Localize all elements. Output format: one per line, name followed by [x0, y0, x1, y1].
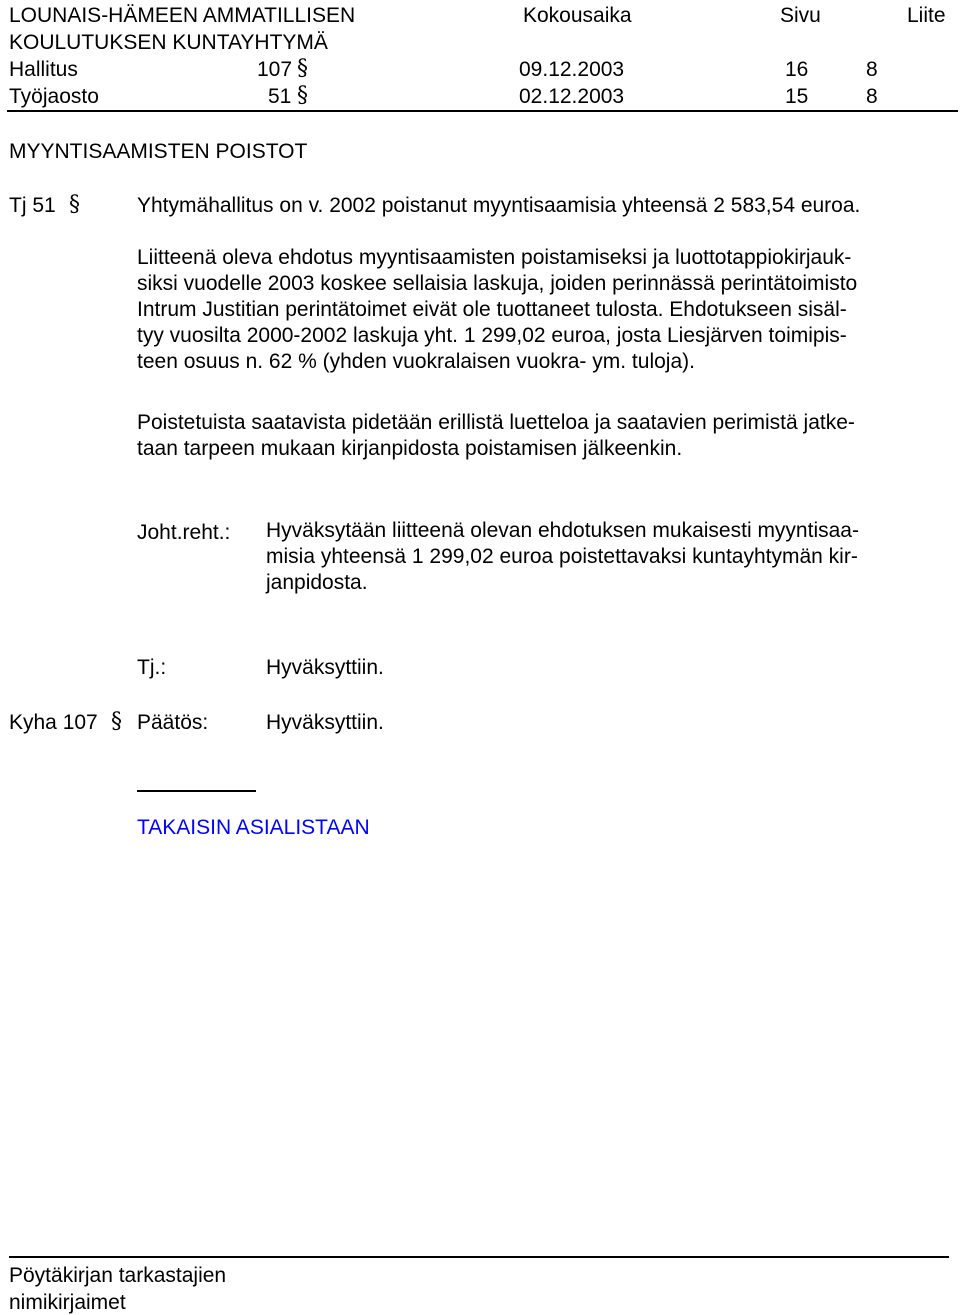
- header-row-tyojaosto-number: 51: [268, 85, 292, 108]
- footer-label-line2: nimikirjaimet: [9, 1291, 126, 1314]
- organization-name-line2: KOULUTUKSEN KUNTAYHTYMÄ: [9, 31, 328, 54]
- footer-label-line1: Pöytäkirjan tarkastajien: [9, 1264, 227, 1287]
- header-row-hallitus-number: 107: [257, 58, 293, 81]
- board-decision-text: Hyväksyttiin.: [266, 711, 384, 734]
- paragraph-line: Intrum Justitian perintätoimet eivät ole tuottaneet tulosta. Ehdotukseen sisäl-: [137, 298, 847, 321]
- section-sign-icon: §: [69, 192, 80, 217]
- proposal-line: janpidosta.: [266, 571, 368, 594]
- header-row-tyojaosto-page: 15: [785, 85, 809, 108]
- paragraph-line: Liitteenä oleva ehdotus myyntisaamisten poistamiseksi ja luottotappiokirjauk-: [137, 246, 852, 269]
- header-row-tyojaosto-date: 02.12.2003: [519, 85, 625, 108]
- proposal-line: misia yhteensä 1 299,02 euroa poistettavaksi kuntayhtymän kir-: [266, 545, 858, 568]
- tj-reference: Tj 51: [9, 194, 56, 217]
- board-decision-label: Päätös:: [137, 711, 209, 734]
- header-row-tyojaosto-appendix: 8: [866, 85, 878, 108]
- page-title: MYYNTISAAMISTEN POISTOT: [9, 140, 308, 163]
- short-divider: [137, 790, 256, 792]
- tj-decision-text: Hyväksyttiin.: [266, 656, 384, 679]
- paragraph-attachment-proposal: [137, 245, 952, 375]
- header-row-hallitus-body: Hallitus: [9, 58, 78, 81]
- paragraph-line: Poistetuista saatavista pidetään erillistä luetteloa ja saatavien perimistä jatke-: [137, 411, 855, 434]
- back-to-agenda-link[interactable]: TAKAISIN ASIALISTAAN: [137, 816, 370, 839]
- paragraph-line: taan tarpeen mukaan kirjanpidosta poistamisen jälkeenkin.: [137, 437, 683, 460]
- section-sign-icon: §: [297, 56, 308, 81]
- header-row-hallitus-appendix: 8: [866, 58, 878, 81]
- proposal-label: Joht.reht.:: [137, 521, 231, 544]
- paragraph-line: siksi vuodelle 2003 koskee sellaisia laskuja, joiden perinnässä perintätoimisto: [137, 272, 858, 295]
- header-row-hallitus-page: 16: [785, 58, 809, 81]
- paragraph-line: teen osuus n. 62 % (yhden vuokralaisen vuokra- ym. tuloja).: [137, 350, 695, 373]
- header-row-tyojaosto-body: Työjaosto: [9, 85, 99, 108]
- page-column-header: Sivu: [780, 4, 821, 27]
- section-sign-icon: §: [297, 83, 308, 108]
- header-row-hallitus-date: 09.12.2003: [519, 58, 625, 81]
- organization-name-line1: LOUNAIS-HÄMEEN AMMATILLISEN: [9, 4, 356, 27]
- paragraph-written-off-receivables: [137, 410, 952, 462]
- tj-decision-label: Tj.:: [137, 656, 167, 679]
- board-reference: Kyha 107: [9, 711, 98, 734]
- header-divider: [7, 110, 958, 112]
- paragraph-line: tyy vuosilta 2000-2002 laskuja yht. 1 299,02 euroa, josta Liesjärven toimipis-: [137, 324, 847, 347]
- meeting-date-column-header: Kokousaika: [523, 4, 632, 27]
- proposal-text: [266, 518, 956, 596]
- footer-divider: [9, 1256, 949, 1258]
- appendix-column-header: Liite: [907, 4, 946, 27]
- section-sign-icon: §: [111, 709, 122, 734]
- proposal-line: Hyväksytään liitteenä olevan ehdotuksen mukaisesti myyntisaa-: [266, 519, 859, 542]
- intro-text: Yhtymähallitus on v. 2002 poistanut myyntisaamisia yhteensä 2 583,54 euroa.: [137, 194, 861, 217]
